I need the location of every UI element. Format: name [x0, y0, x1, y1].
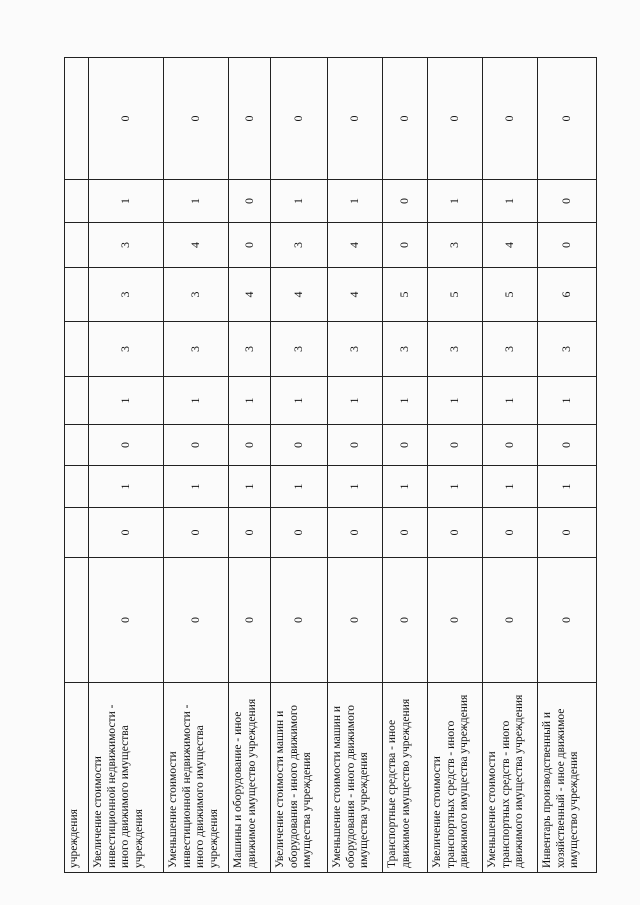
row-label: Машины и оборудование - иное движимое имущество учреждения	[229, 683, 271, 873]
code-digit-cell: 3	[538, 322, 597, 377]
row-label: Увеличение стоимости транспортных средств - иного движимого имущества учреждения	[428, 683, 483, 873]
table-row	[229, 58, 271, 873]
code-digit-cell: 0	[383, 508, 428, 558]
code-digit-cell: 3	[428, 223, 483, 268]
code-digit-cell: 1	[328, 377, 383, 425]
code-digit-cell: 0	[383, 180, 428, 223]
table-row	[383, 58, 428, 873]
code-digit-cell: 0	[229, 425, 271, 466]
rotated-table-container	[64, 58, 580, 873]
code-digit-cell: 4	[328, 223, 383, 268]
code-digit-cell: 3	[328, 322, 383, 377]
code-digit-cell: 0	[328, 508, 383, 558]
code-digit-cell: 0	[538, 508, 597, 558]
code-digit-cell: 0	[164, 58, 229, 180]
code-digit-cell: 0	[483, 425, 538, 466]
code-digit-cell: 1	[483, 180, 538, 223]
code-digit-cell: 0	[538, 58, 597, 180]
code-digit-cell: 1	[229, 377, 271, 425]
code-digit-cell: 1	[271, 466, 328, 508]
code-digit-cell: 0	[428, 425, 483, 466]
code-digit-cell: 0	[164, 425, 229, 466]
code-digit-cell: 0	[89, 58, 164, 180]
code-digit-cell: 4	[164, 223, 229, 268]
code-digit-cell: 1	[328, 466, 383, 508]
table-row	[89, 58, 164, 873]
row-label: Инвентарь производственный и хозяйственный - иное движимое имущество учреждения	[538, 683, 597, 873]
table-row	[271, 58, 328, 873]
code-digit-cell: 0	[229, 223, 271, 268]
code-digit-cell: 0	[164, 508, 229, 558]
code-digit-cell: 0	[229, 558, 271, 683]
code-digit-cell: 3	[271, 322, 328, 377]
code-digit-cell: 0	[271, 58, 328, 180]
row-label: Транспортные средства - иное движимое имущество учреждения	[383, 683, 428, 873]
code-digit-cell: 1	[383, 466, 428, 508]
code-digit-cell: 1	[383, 377, 428, 425]
table-row-header	[65, 58, 89, 873]
code-digit-cell: 4	[328, 268, 383, 322]
code-digit-cell: 0	[229, 58, 271, 180]
code-digit-cell: 0	[428, 508, 483, 558]
row-label: Уменьшение стоимости машин и оборудования - иного движимого имущества учреждения	[328, 683, 383, 873]
row-label: Уменьшение стоимости транспортных средств - иного движимого имущества учреждения	[483, 683, 538, 873]
code-digit-cell: 1	[164, 466, 229, 508]
code-digit-cell: 0	[328, 58, 383, 180]
table-row	[483, 58, 538, 873]
code-digit-cell: 1	[538, 466, 597, 508]
code-digit-cell: 0	[89, 508, 164, 558]
code-digit-cell: 5	[428, 268, 483, 322]
code-digit-cell: 0	[328, 558, 383, 683]
code-digit-cell: 0	[538, 558, 597, 683]
code-digit-cell: 1	[164, 180, 229, 223]
code-digit-cell: 0	[89, 558, 164, 683]
account-codes-table	[64, 57, 597, 873]
code-digit-cell: 4	[271, 268, 328, 322]
code-digit-cell: 3	[229, 322, 271, 377]
code-digit-cell: 3	[483, 322, 538, 377]
code-digit-cell: 1	[328, 180, 383, 223]
code-digit-cell: 3	[164, 322, 229, 377]
code-digit-cell: 0	[383, 58, 428, 180]
code-digit-cell: 0	[383, 223, 428, 268]
code-digit-cell: 0	[271, 425, 328, 466]
code-digit-cell: 1	[538, 377, 597, 425]
code-digit-cell: 1	[271, 377, 328, 425]
code-digit-cell: 0	[538, 180, 597, 223]
code-digit-cell: 0	[428, 58, 483, 180]
code-digit-cell: 5	[483, 268, 538, 322]
code-digit-cell: 3	[89, 322, 164, 377]
code-digit-cell: 3	[89, 268, 164, 322]
table-row	[538, 58, 597, 873]
code-digit-cell: 0	[229, 508, 271, 558]
code-digit-cell: 3	[428, 322, 483, 377]
table-row	[428, 58, 483, 873]
code-digit-cell: 1	[271, 180, 328, 223]
code-digit-cell: 3	[164, 268, 229, 322]
row-label: Увеличение стоимости машин и оборудования - иного движимого имущества учреждения	[271, 683, 328, 873]
code-digit-cell: 1	[229, 466, 271, 508]
code-digit-cell: 5	[383, 268, 428, 322]
code-digit-cell: 0	[271, 508, 328, 558]
code-digit-cell: 1	[483, 377, 538, 425]
code-digit-cell: 1	[89, 377, 164, 425]
code-digit-cell: 3	[89, 223, 164, 268]
code-digit-cell: 0	[229, 180, 271, 223]
table-row	[328, 58, 383, 873]
code-digit-cell: 0	[538, 425, 597, 466]
row-label: Увеличение стоимости инвестиционной недвижимости - иного движимого имущества учреждения	[89, 683, 164, 873]
code-digit-cell: 0	[538, 223, 597, 268]
code-digit-cell: 1	[428, 466, 483, 508]
code-digit-cell: 0	[328, 425, 383, 466]
code-digit-cell: 1	[164, 377, 229, 425]
code-digit-cell: 0	[164, 558, 229, 683]
code-digit-cell: 0	[428, 558, 483, 683]
code-digit-cell: 0	[483, 58, 538, 180]
code-digit-cell: 3	[271, 223, 328, 268]
code-digit-cell: 0	[89, 425, 164, 466]
code-digit-cell: 0	[383, 558, 428, 683]
code-digit-cell: 1	[483, 466, 538, 508]
code-digit-cell: 6	[538, 268, 597, 322]
row-label: учреждения	[65, 683, 89, 873]
code-digit-cell: 4	[483, 223, 538, 268]
code-digit-cell: 1	[89, 466, 164, 508]
code-digit-cell: 0	[383, 425, 428, 466]
code-digit-cell: 1	[428, 377, 483, 425]
table-row	[164, 58, 229, 873]
code-digit-cell: 0	[483, 508, 538, 558]
row-label: Уменьшение стоимости инвестиционной недвижимости - иного движимого имущества учреждения	[164, 683, 229, 873]
code-digit-cell: 0	[483, 558, 538, 683]
code-digit-cell: 0	[271, 558, 328, 683]
code-digit-cell: 3	[383, 322, 428, 377]
code-digit-cell: 4	[229, 268, 271, 322]
code-digit-cell: 1	[428, 180, 483, 223]
code-digit-cell: 1	[89, 180, 164, 223]
